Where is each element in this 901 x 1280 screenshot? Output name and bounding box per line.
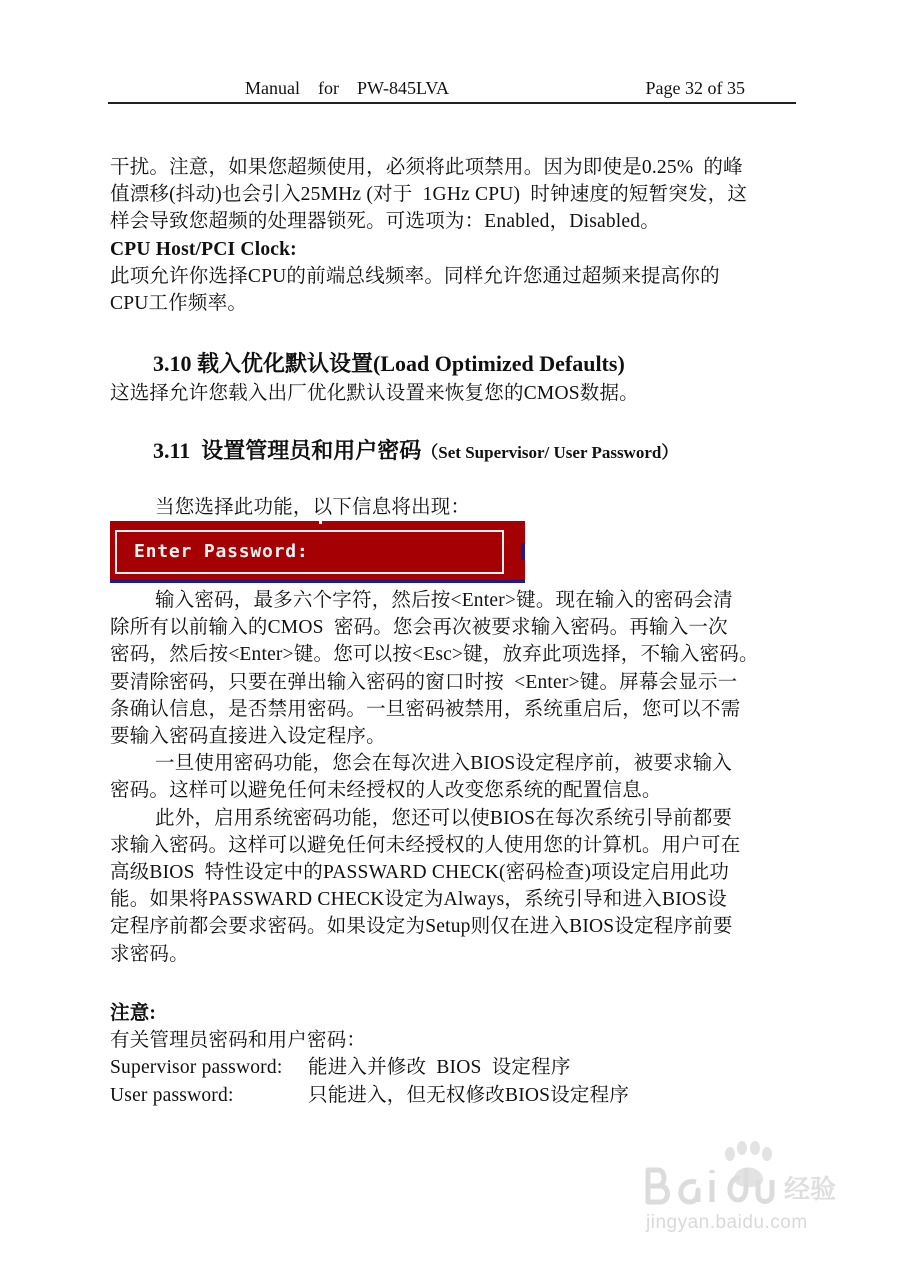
notes-section (110, 1000, 795, 1109)
section-3-10-title: 3.10 载入优化默认设置(Load Optimized Defaults) (153, 351, 625, 376)
para1-line: 密码，然后按<Enter>键。您可以按<Esc>键，放弃此项选择，不输入密码。 (110, 644, 759, 666)
baidu-logo-icon (638, 1140, 848, 1212)
intro-line: 值漂移(抖动)也会引入25MHz (对于 1GHz CPU) 时钟速度的短暂突发，这 (110, 184, 748, 206)
notes-heading: 注意: (110, 1003, 157, 1024)
intro-line: 样会导致您超频的处理器锁死。可选项为：Enabled，Disabled。 (110, 211, 660, 233)
section-3-10-body (110, 380, 795, 407)
para1-line: 除所有以前输入的CMOS 密码。您会再次被要求输入密码。再输入一次 (110, 617, 728, 639)
note-row-supervisor (110, 1054, 795, 1081)
section-3-11-lead-block (110, 494, 795, 521)
para3-line: 求输入密码。这样可以避免任何未经授权的人使用您的计算机。用户可在 (110, 834, 741, 856)
page-number: Page 32 of 35 (645, 78, 745, 98)
section-3-10-text: 这选择允许您载入出厂优化默认设置来恢复您的CMOS数据。 (110, 383, 639, 404)
para3-line: 定程序前都会要求密码。如果设定为Setup则仅在进入BIOS设定程序前要 (110, 916, 733, 938)
cpu-host-line: 此项允许你选择CPU的前端总线频率。同样允许您通过超频来提高你的 (110, 265, 720, 287)
para3-line: 求密码。 (110, 943, 189, 965)
section-3-11-title-main: 3.11 设置管理员和用户密码 (153, 438, 422, 463)
watermark-url: jingyan.baidu.com (646, 1212, 808, 1233)
note-value: 能进入并修改 BIOS 设定程序 (308, 1057, 571, 1079)
para1-line: 输入密码，最多六个字符，然后按<Enter>键。现在输入的密码会清 (155, 590, 733, 611)
intro-line: 干扰。注意，如果您超频使用，必须将此项禁用。因为即使是0.25% 的峰 (110, 157, 743, 178)
note-value: 只能进入，但无权修改BIOS设定程序 (308, 1084, 630, 1106)
para1-line: 要输入密码直接进入设定程序。 (110, 726, 386, 748)
baidu-jingyan-watermark (638, 1140, 848, 1245)
note-key: User password: (110, 1084, 234, 1106)
page-header (108, 76, 796, 104)
notes-intro: 有关管理员密码和用户密码： (110, 1030, 367, 1052)
bios-password-frame (115, 530, 504, 574)
cpu-host-heading: CPU Host/PCI Clock: (110, 238, 297, 260)
manual-title: Manual for PW-845LVA (245, 78, 449, 98)
para2-line: 密码。这样可以避免任何未经授权的人改变您系统的配置信息。 (110, 780, 662, 802)
cpu-host-line: CPU工作频率。 (110, 293, 248, 315)
para1-line: 要清除密码，只要在弹出输入密码的窗口时按 <Enter>键。屏幕会显示一 (110, 671, 738, 693)
section-3-11-title (153, 437, 678, 467)
para1-line: 条确认信息，是否禁用密码。一旦密码被禁用，系统重启后，您可以不需 (110, 698, 741, 720)
note-key: Supervisor password: (110, 1057, 283, 1079)
enter-password-label: Enter Password: (134, 541, 309, 562)
note-row-user (110, 1082, 795, 1109)
intro-paragraph (110, 154, 795, 317)
para3-line: 此外，启用系统密码功能，您还可以使BIOS在每次系统引导前都要 (155, 807, 733, 829)
section-3-11-title-english: （Set Supervisor/ User Password） (421, 443, 679, 462)
para3-line: 能。如果将PASSWARD CHECK设定为Always，系统引导和进入BIOS设 (110, 889, 727, 911)
para3-line: 高级BIOS 特性设定中的PASSWARD CHECK(密码检查)项设定启用此功 (110, 862, 730, 884)
svg-text:经验: 经验 (784, 1175, 837, 1205)
para2-line: 一旦使用密码功能，您会在每次进入BIOS设定程序前，被要求输入 (155, 753, 733, 775)
password-explanation (110, 587, 795, 968)
section-3-11-lead: 当您选择此功能，以下信息将出现： (155, 497, 471, 518)
bios-password-prompt (110, 521, 525, 583)
